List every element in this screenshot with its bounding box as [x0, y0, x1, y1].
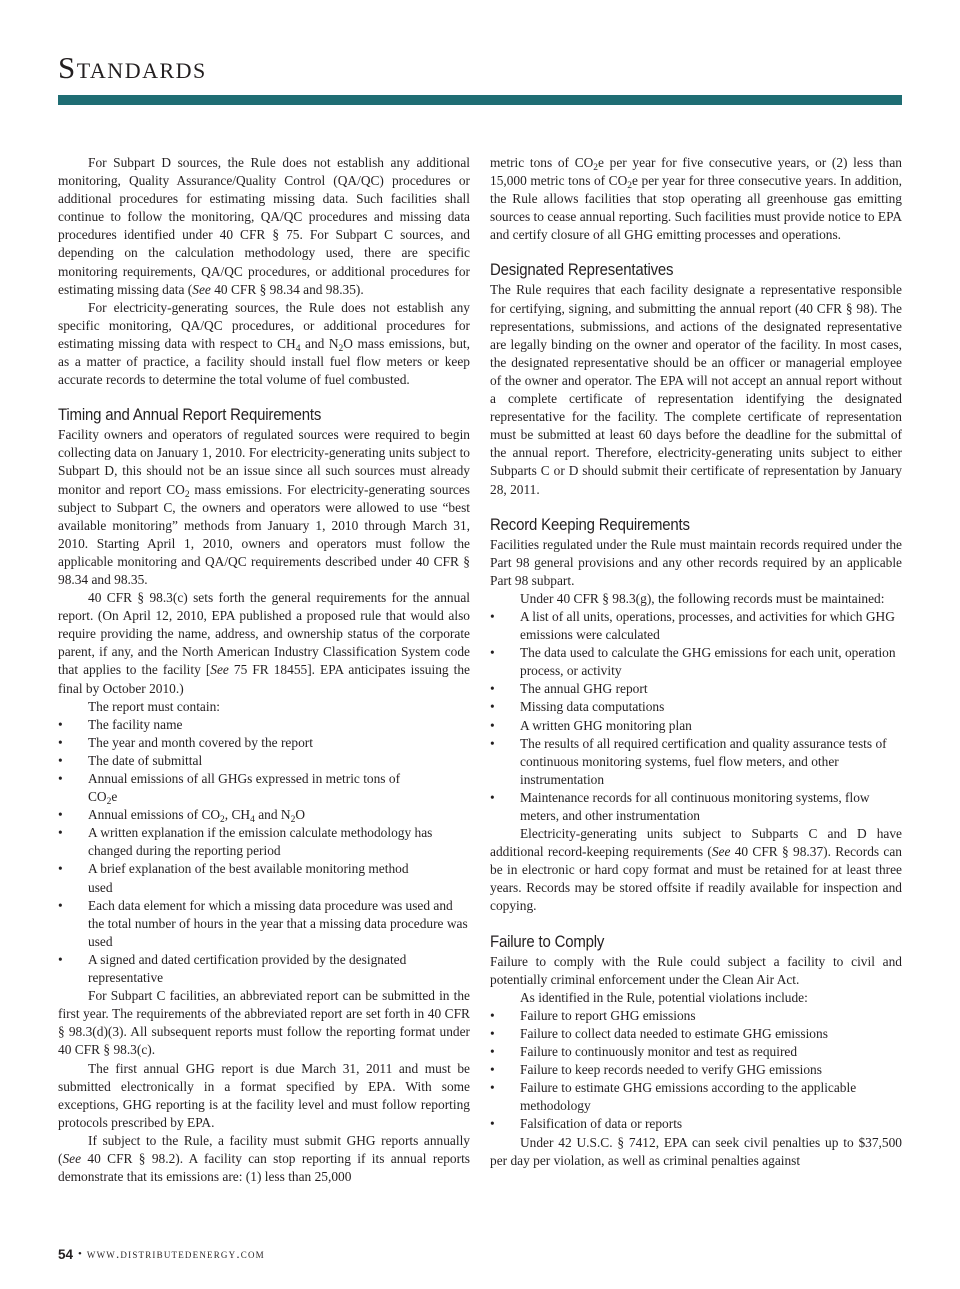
- records-list: [490, 608, 902, 825]
- header-rule: [58, 95, 902, 105]
- list-item: • Falsification of data or reports: [490, 1116, 683, 1132]
- list-item: • A brief explanation of the best available monitoring method used: [58, 861, 409, 895]
- paragraph: metric tons of $CO_2e$ per year for five consecutive years, or (2) less than 15,000 metric tons of $CO_2e$ per year for three consecutive years. In addition, the Rule allows facilities that stop operating all greenhouse gas emitting sources to cease annual reporting. Such facilities must provide notice to EPA and certify closure of all GHG emitting processes and operations.: [490, 155, 903, 243]
- paragraph: For Subpart C facilities, an abbreviated report can be submitted in the first year. The requirements of the abbreviated report are set forth in 40 CFR § 98.3(d)(3). All subsequent reports must follow the reporting format under 40 CFR § 98.3(c).: [58, 988, 470, 1058]
- list-item: • Failure to continuously monitor and test as required: [490, 1044, 798, 1060]
- list-item: • Each data element for which a missing data procedure was used and the total number of hours in the year that a missing data procedure was used: [58, 897, 468, 949]
- list-item: • Failure to keep records needed to verify GHG emissions: [490, 1062, 822, 1078]
- heading-failure-to-comply: Failure to Comply: [490, 931, 605, 951]
- section-title: Standards: [58, 50, 207, 85]
- list-item: • Failure to collect data needed to estimate GHG emissions: [490, 1025, 828, 1041]
- paragraph: The first annual GHG report is due March 31, 2011 and must be submitted electronically in a format specified by EPA. With some exceptions, GHG reporting is at the facility level and must follow reporting protocols prescribed by EPA.: [58, 1060, 470, 1130]
- paragraph: As identified in the Rule, potential violations include:: [520, 989, 808, 1005]
- list-item: • A written explanation if the emission calculate methodology has changed during the reporting period: [58, 825, 433, 859]
- right-column: [490, 154, 902, 1170]
- paragraph: The Rule requires that each facility designate a representative responsible for certifying, signing, and submitting the annual report (40 CFR § 98). The representations, submissions, and actions of the designated representative are legally binding on the owner and operator of the facility. In most cases, the designated representative should be an officer or managerial employee of the owner and operator. The EPA will not accept an annual report without a complete certificate of representation identifying the designated representative for the facility. The complete certificate of representation must be submitted at least 60 days before the deadline for the submittal of the annual report. Therefore, electricity-generating units subject to either Subparts C or D should submit their certificate of representation by January 28, 2011.: [490, 282, 902, 497]
- paragraph: Facility owners and operators of regulated sources were required to begin collecting data on January 1, 2010. For electricity-generating units subject to Subpart D, this should not be an issue since all such sources must already monitor and report $CO_2$ mass emissions. For electricity-generating sources subject to Subpart C, the owners and operators were allowed to use “best available monitoring” methods from January 1, 2010 through March 31, 2010. Starting April 1, 2010, owners and operators must follow the applicable monitoring and QA/QC requirements described under 40 CFR § 98.34 and 98.35.: [58, 427, 471, 587]
- list-item: • The date of submittal: [58, 752, 203, 768]
- left-column: [58, 154, 470, 1186]
- list-item: • The facility name: [58, 716, 183, 732]
- list-item: • The data used to calculate the GHG emissions for each unit, operation process, or activity: [490, 645, 896, 679]
- list-item: • Missing data computations: [490, 699, 665, 715]
- paragraph: Under 40 CFR § 98.3(g), the following records must be maintained:: [520, 590, 885, 606]
- list-item: • Failure to report GHG emissions: [490, 1007, 696, 1023]
- page-footer: [58, 1246, 265, 1262]
- list-item: • The year and month covered by the report: [58, 734, 313, 750]
- list-item: • Annual emissions of all GHGs expressed in metric tons of $CO_2e$: [58, 771, 401, 808]
- list-item: • A signed and dated certification provided by the designated representative: [58, 951, 407, 986]
- list-item: • A written GHG monitoring plan: [490, 717, 692, 733]
- list-item: • The annual GHG report: [490, 681, 648, 697]
- paragraph: For Subpart D sources, the Rule does not establish any additional monitoring, Quality Assurance/Quality Control (QA/QC) procedures or additional procedures for estimating missing data. Such facilities shall continue to follow the monitoring, QA/QC procedures and missing data procedures identified under 40 CFR § 75. For Subpart C sources, and depending on the calculation methodology used, there are specific monitoring requirements, QA/QC procedures, or additional procedures for estimating missing data (See 40 CFR § 98.34 and 98.35).: [58, 155, 470, 297]
- list-item: • A list of all units, operations, processes, and activities for which GHG emissions were calculated: [490, 608, 895, 643]
- list-item: • Maintenance records for all continuous monitoring systems, flow meters, and other instrumentation: [490, 789, 870, 823]
- paragraph: Facilities regulated under the Rule must maintain records required under the Part 98 general provisions and any other records required by an applicable Part 98 subpart.: [490, 536, 902, 588]
- list-item: • The results of all required certification and quality assurance tests of continuous monitoring systems, fuel flow meters, and other instrumentation: [490, 735, 887, 787]
- paragraph: If subject to the Rule, a facility must submit GHG reports annually (See 40 CFR § 98.2). A facility can stop reporting if its annual reports demonstrate that its emissions are: (1) less than 25,000: [58, 1132, 470, 1185]
- paragraph: For electricity-generating sources, the Rule does not establish any specific monitoring, QA/QC procedures, or additional procedures for estimating missing data with respect to $CH_4$ and $N_2O$ mass emissions, but, as a matter of practice, a facility should install fuel flow meters or keep accurate records to determine the total volume of fuel combusted.: [58, 299, 470, 388]
- paragraph: Under 42 U.S.C. § 7412, EPA can seek civil penalties up to $37,500 per day per violation, as well as criminal penalties against: [490, 1134, 902, 1168]
- list-item: • Annual emissions of $CO_2$, $CH_4$ and $N_2O$: [58, 807, 305, 826]
- paragraph: Electricity-generating units subject to Subparts C and D have additional record-keeping requirements (See 40 CFR § 98.37). Records can be in electronic or hard copy format and must be retained for at least three years. Records may be stored offsite if readily available for inspection and copying.: [490, 826, 902, 914]
- paragraph: 40 CFR § 98.3(c) sets forth the general requirements for the annual report. (On April 12, 2010, EPA published a proposed rule that would also require providing the name, address, and ownership status of the corporate parent, if any, and the North American Industry Classification System code that applies to the facility [See 75 FR 18455]. EPA anticipates issuing the final by October 2010.): [58, 590, 470, 696]
- paragraph: Failure to comply with the Rule could subject a facility to civil and potentially criminal enforcement under the Clean Air Act.: [490, 953, 902, 987]
- heading-timing: Timing and Annual Report Requirements: [58, 405, 322, 425]
- paragraph: The report must contain:: [88, 698, 221, 714]
- violations-list: [490, 1007, 902, 1134]
- page-number: 54: [58, 1246, 74, 1262]
- footer-separator: •: [78, 1248, 82, 1260]
- heading-record-keeping: Record Keeping Requirements: [490, 514, 690, 534]
- website-link[interactable]: www.distributedenergy.com: [86, 1246, 265, 1261]
- report-contents-list: [58, 716, 470, 987]
- heading-designated-representatives: Designated Representatives: [490, 260, 674, 280]
- list-item: • Failure to estimate GHG emissions according to the applicable methodology: [490, 1080, 857, 1114]
